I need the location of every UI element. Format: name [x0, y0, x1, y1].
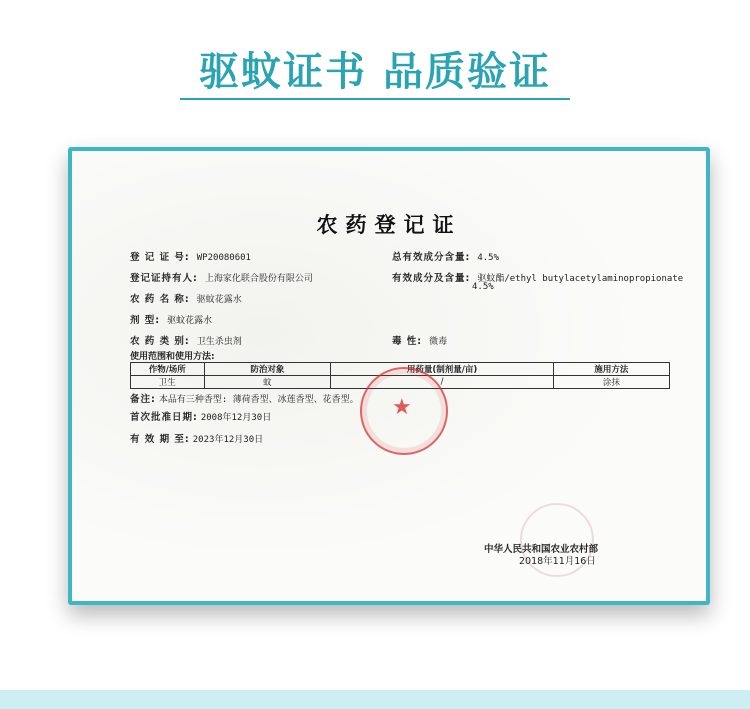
holder-value: 上海家化联合股份有限公司	[204, 274, 313, 284]
formulation-label: 剂 型:	[130, 315, 161, 326]
note-row	[130, 391, 359, 405]
category-row	[130, 333, 242, 347]
page-headline: 驱蚊证书 品质验证	[199, 49, 551, 95]
valid-until-label: 有 效 期 至:	[130, 434, 190, 445]
bottom-band	[0, 690, 750, 709]
usage-header-target: 防治对象	[204, 363, 331, 376]
pesticide-name-row	[130, 291, 242, 305]
note-label: 备注:	[130, 394, 156, 405]
reg-no-value: WP20080601	[196, 253, 251, 263]
certificate-document	[72, 151, 706, 601]
formulation-value: 驱蚊花露水	[167, 316, 213, 326]
ingredient-label: 有效成分及含量:	[392, 273, 471, 284]
certificate-title: 农药登记证	[316, 212, 462, 237]
first-approval-label: 首次批准日期:	[130, 412, 198, 423]
toxicity-value: 微毒	[429, 337, 448, 347]
certificate-frame	[68, 147, 710, 605]
issue-date: 2018年11月16日	[519, 556, 596, 567]
toxicity-row	[392, 333, 447, 347]
usage-cell-dosage: /	[331, 376, 554, 389]
first-approval-row	[130, 409, 271, 423]
issuer: 中华人民共和国农业农村部	[484, 544, 599, 555]
valid-until-value: 2023年12月30日	[192, 435, 264, 445]
reg-no-row	[130, 249, 251, 263]
usage-cell-target: 蚊	[204, 376, 331, 389]
usage-header-dosage: 用药量(制剂量/亩)	[331, 363, 554, 376]
ingredient-content: 4.5%	[472, 282, 494, 292]
category-value: 卫生杀虫剂	[196, 337, 242, 347]
ingredient-value: 驱蚊酯/ethyl butylacetylaminopropionate	[477, 274, 684, 284]
seal-star-icon: ★	[392, 395, 412, 420]
usage-cell-crop: 卫生	[131, 376, 205, 389]
valid-until-row	[130, 431, 263, 445]
formulation-row	[130, 312, 212, 326]
headline-underline	[180, 98, 570, 100]
total-content-row	[392, 249, 499, 263]
total-content-label: 总有效成分含量:	[392, 252, 471, 263]
first-approval-value: 2008年12月30日	[200, 413, 272, 423]
usage-cell-method: 涂抹	[553, 376, 669, 389]
pesticide-name-value: 驱蚊花露水	[196, 295, 242, 305]
pesticide-name-label: 农 药 名 称:	[130, 294, 190, 305]
official-seal	[360, 367, 448, 455]
total-content-value: 4.5%	[477, 253, 500, 263]
reg-no-label: 登 记 证 号:	[130, 252, 190, 263]
ingredient-row	[392, 270, 683, 284]
note-value: 本品有三种香型: 薄荷香型、冰莲香型、花香型。	[158, 395, 359, 405]
toxicity-label: 毒 性:	[392, 336, 423, 347]
usage-header-crop: 作物/场所	[131, 363, 205, 376]
holder-label: 登记证持有人:	[130, 273, 198, 284]
category-label: 农 药 类 别:	[130, 336, 190, 347]
usage-header-method: 施用方法	[553, 363, 669, 376]
holder-row	[130, 270, 313, 284]
usage-title: 使用范围和使用方法:	[130, 352, 215, 362]
